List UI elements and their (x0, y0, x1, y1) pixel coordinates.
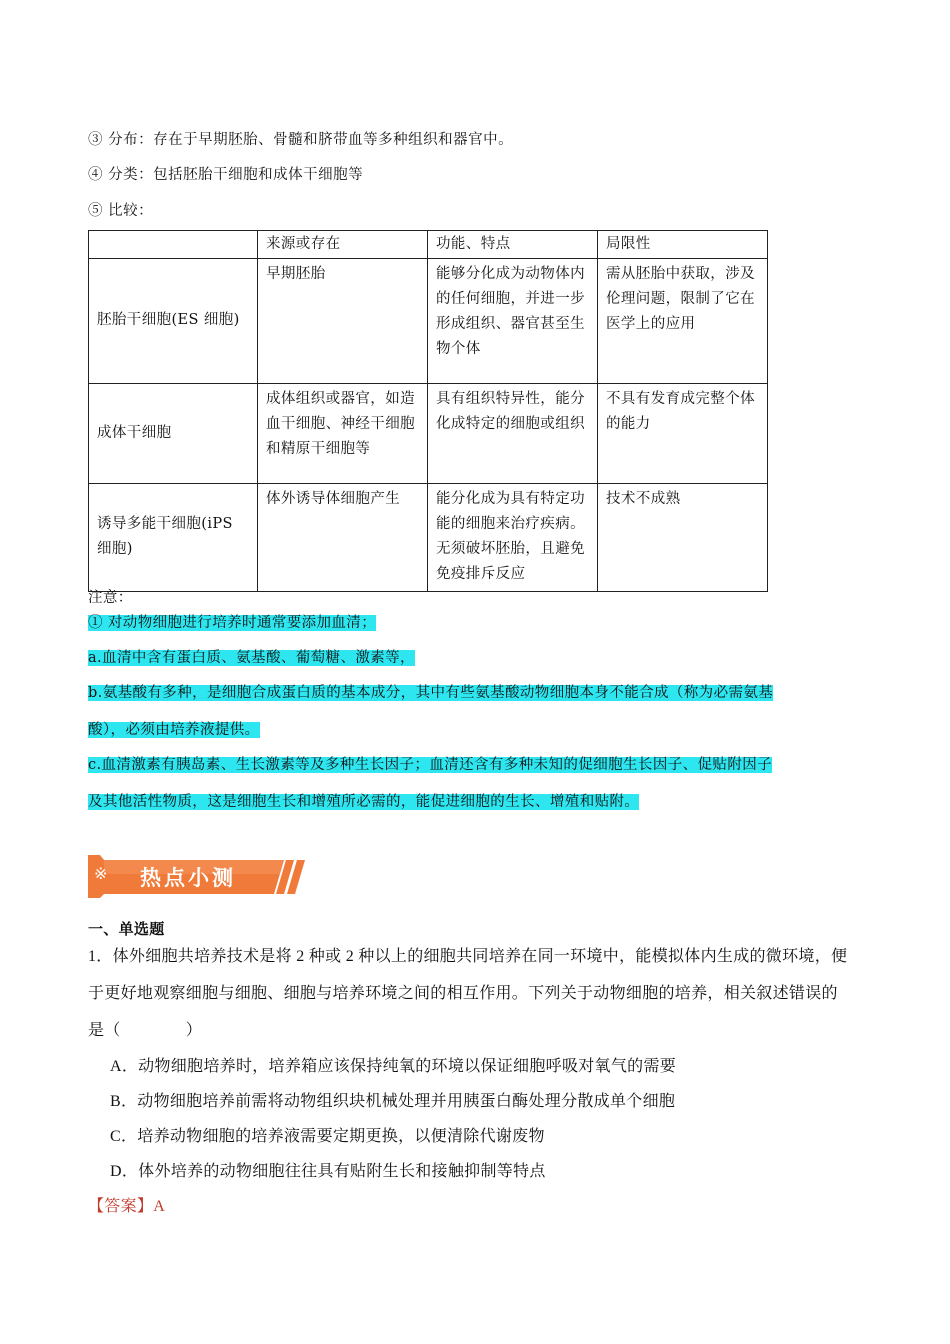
question-line-3: 是（ ） (88, 1022, 203, 1039)
section-banner (88, 852, 328, 898)
table-cell: 需从胚胎中获取，涉及伦理问题，限制了它在医学上的应用 (598, 259, 768, 384)
notes-title: 注意： (88, 590, 133, 606)
table-cell: 不具有发育成完整个体的能力 (598, 384, 768, 484)
option-a: A．动物细胞培养时，培养箱应该保持纯氧的环境以保证细胞呼吸对氧气的需要 (110, 1058, 677, 1075)
question-line-1: 1．体外细胞共培养技术是将 2 种或 2 种以上的细胞共同培养在同一环境中，能模拟体内生成的微环境，便 (88, 948, 848, 965)
quiz-section-title: 一、单选题 (88, 922, 165, 938)
table-row (89, 484, 768, 592)
table-header-cell: 功能、特点 (428, 231, 598, 259)
note-line-1: ① 对动物细胞进行培养时通常要添加血清； (88, 615, 377, 631)
classification-line: ④ 分类：包括胚胎干细胞和成体干细胞等 (88, 167, 364, 183)
distribution-line: ③ 分布：存在于早期胚胎、骨髓和脐带血等多种组织和器官中。 (88, 132, 514, 148)
table-cell: 能够分化成为动物体内的任何细胞，并进一步形成组织、器官甚至生物个体 (428, 259, 598, 384)
table-cell: 具有组织特异性，能分化成特定的细胞或组织 (428, 384, 598, 484)
table-header-cell: 来源或存在 (258, 231, 428, 259)
note-line-c2: 及其他活性物质，这是细胞生长和增殖所必需的，能促进细胞的生长、增殖和贴附。 (88, 794, 640, 810)
answer-value: A (153, 1198, 166, 1215)
note-line-c1: c.血清激素有胰岛素、生长激素等及多种生长因子；血清还含有多种未知的促细胞生长因子、促贴附因子 (88, 757, 773, 773)
table-cell: 早期胚胎 (258, 259, 428, 384)
table-row (89, 259, 768, 384)
option-d: D．体外培养的动物细胞往往具有贴附生长和接触抑制等特点 (110, 1163, 546, 1180)
note-line-b2: 酸），必须由培养液提供。 (88, 722, 260, 738)
answer-line (88, 1193, 165, 1216)
table-cell: 成体组织或器官，如造血干细胞、神经干细胞和精原干细胞等 (258, 384, 428, 484)
table-header-cell (89, 231, 258, 259)
question-line-2: 于更好地观察细胞与细胞、细胞与培养环境之间的相互作用。下列关于动物细胞的培养，相关叙述错误的 (88, 985, 838, 1002)
table-cell: 能分化成为具有特定功能的细胞来治疗疾病。无须破坏胚胎，且避免免疫排斥反应 (428, 484, 598, 592)
banner-symbol-icon: ※ (94, 864, 108, 883)
option-b: B．动物细胞培养前需将动物组织块机械处理并用胰蛋白酶处理分散成单个细胞 (110, 1093, 676, 1110)
table-header-cell: 局限性 (598, 231, 768, 259)
note-line-a: a.血清中含有蛋白质、氨基酸、葡萄糖、激素等， (88, 650, 415, 666)
table-row-head: 成体干细胞 (89, 384, 258, 484)
answer-label: 【答案】 (88, 1198, 154, 1215)
note-line-b1: b.氨基酸有多种，是细胞合成蛋白质的基本成分，其中有些氨基酸动物细胞本身不能合成（称为必需氨基 (88, 685, 774, 701)
banner-title: 热点小测 (140, 866, 236, 890)
table-cell: 体外诱导体细胞产生 (258, 484, 428, 592)
comparison-table (88, 230, 768, 592)
table-cell: 技术不成熟 (598, 484, 768, 592)
table-row-head: 诱导多能干细胞(iPS 细胞) (89, 484, 258, 592)
option-c: C．培养动物细胞的培养液需要定期更换，以便清除代谢废物 (110, 1128, 545, 1145)
table-row-head: 胚胎干细胞(ES 细胞) (89, 259, 258, 384)
comparison-line: ⑤ 比较： (88, 203, 154, 219)
table-header-row (89, 231, 768, 259)
table-row (89, 384, 768, 484)
